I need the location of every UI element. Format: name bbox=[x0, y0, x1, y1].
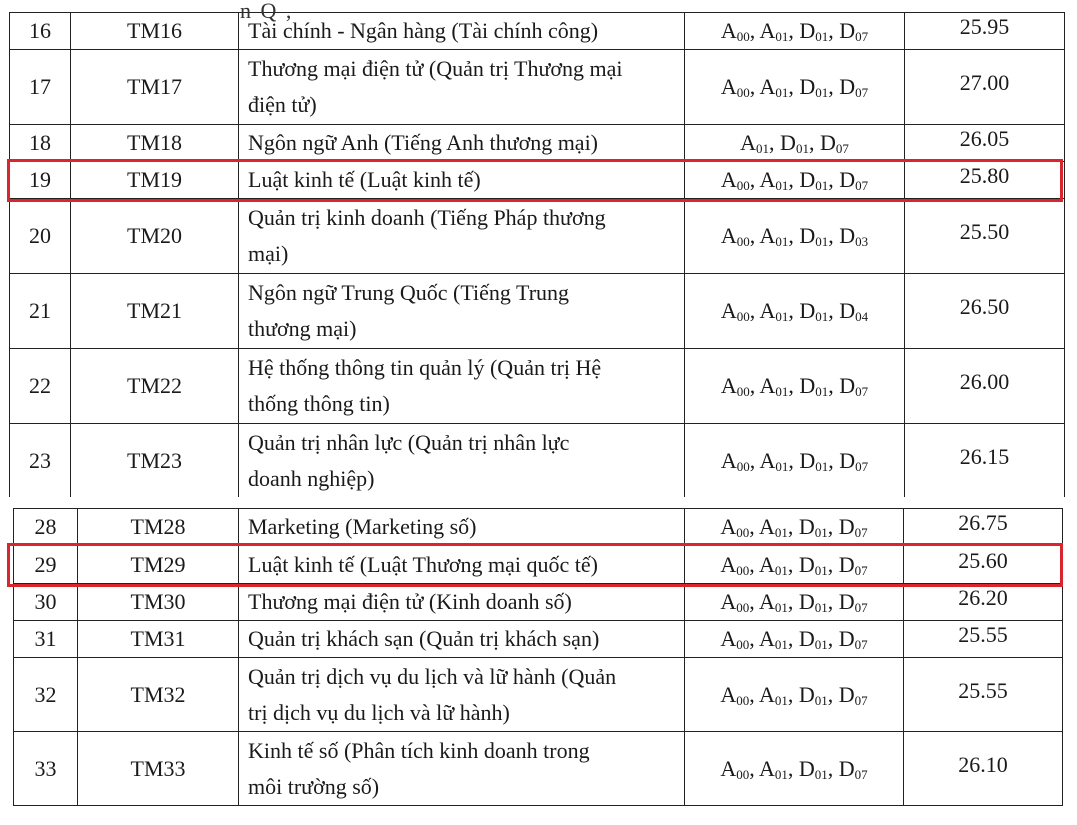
subject-combination: $D_{07}$ bbox=[838, 626, 868, 652]
major-name-cell bbox=[239, 274, 685, 349]
major-name-cell bbox=[239, 13, 685, 50]
major-name-line: thống thông tin) bbox=[248, 391, 390, 416]
subject-combination-cell: $A_{00}$, $A_{01}$, $D_{01}$, $D_{07}$ bbox=[685, 658, 904, 732]
major-name-line: Luật kinh tế (Luật Thương mại quốc tế) bbox=[248, 551, 599, 577]
cutoff-score-cell bbox=[904, 546, 1063, 584]
subject-combination: $D_{01}$ bbox=[798, 755, 828, 782]
major-name-line: điện tử) bbox=[248, 92, 317, 117]
cutoff-score: 25.50 bbox=[959, 219, 1010, 244]
cutoff-score-cell bbox=[904, 584, 1063, 621]
subject-combination: $A_{01}$ bbox=[759, 626, 788, 652]
major-code-cell: TM31 bbox=[78, 621, 239, 658]
cutoff-score-cell bbox=[904, 621, 1063, 658]
subject-combination: $D_{07}$ bbox=[839, 447, 869, 474]
subject-combination: $A_{01}$ bbox=[759, 167, 789, 193]
major-name-cell bbox=[239, 50, 685, 125]
subject-combination-cell: $A_{00}$, $A_{01}$, $D_{01}$, $D_{04}$ bbox=[685, 274, 905, 349]
major-name-line: thương mại) bbox=[248, 316, 357, 341]
major-name-line: trị dịch vụ du lịch và lữ hành) bbox=[248, 699, 510, 725]
subject-combination-cell: $A_{00}$, $A_{01}$, $D_{01}$, $D_{07}$ bbox=[685, 546, 904, 584]
subject-combination-cell: $A_{00}$, $A_{01}$, $D_{01}$, $D_{07}$ bbox=[685, 621, 904, 658]
major-name-cell bbox=[239, 349, 685, 424]
subject-combination: $D_{01}$ bbox=[798, 681, 828, 708]
table-row bbox=[10, 125, 1065, 162]
cutoff-score: 26.15 bbox=[959, 443, 1010, 469]
cutoff-score-cell bbox=[905, 162, 1065, 199]
subject-combination: $A_{00}$ bbox=[720, 167, 750, 193]
row-number-cell: 31 bbox=[14, 621, 78, 658]
major-code-cell: TM29 bbox=[78, 546, 239, 584]
cutoff-score-cell bbox=[904, 658, 1063, 732]
subject-combination: $A_{01}$ bbox=[759, 514, 788, 540]
row-number-cell: 19 bbox=[10, 162, 71, 199]
major-name-line: Quản trị kinh doanh (Tiếng Pháp thương bbox=[248, 205, 606, 230]
subject-combination: $D_{07}$ bbox=[838, 589, 868, 615]
subject-combination-cell: $A_{00}$, $A_{01}$, $D_{01}$, $D_{07}$ bbox=[685, 732, 904, 806]
major-code-cell: TM32 bbox=[78, 658, 239, 732]
cutoff-score: 26.05 bbox=[959, 126, 1010, 151]
major-name-cell bbox=[239, 162, 685, 199]
subject-combination-cell: $A_{00}$, $A_{01}$, $D_{01}$, $D_{07}$ bbox=[685, 50, 905, 125]
subject-combination: $A_{01}$ bbox=[759, 551, 788, 578]
subject-combination: $D_{07}$ bbox=[839, 373, 869, 399]
table-row bbox=[10, 13, 1065, 50]
cutoff-score: 25.80 bbox=[959, 163, 1010, 188]
cutoff-score: 25.60 bbox=[958, 547, 1008, 573]
major-name-line: Hệ thống thông tin quản lý (Quản trị Hệ bbox=[248, 355, 602, 380]
row-number-cell: 29 bbox=[14, 546, 78, 584]
subject-combination: $A_{00}$ bbox=[720, 74, 750, 100]
subject-combination-cell: $A_{00}$, $A_{01}$, $D_{01}$, $D_{07}$ bbox=[685, 13, 905, 50]
row-number-cell: 16 bbox=[10, 13, 71, 50]
cutoff-score-cell bbox=[904, 732, 1063, 806]
major-code-cell: TM33 bbox=[78, 732, 239, 806]
table-row bbox=[10, 349, 1065, 424]
major-name-cell bbox=[239, 125, 685, 162]
subject-combination: $D_{07}$ bbox=[839, 74, 869, 100]
major-name-line: Tài chính - Ngân hàng (Tài chính công) bbox=[248, 18, 599, 43]
row-number-cell: 30 bbox=[14, 584, 78, 621]
cutoff-score: 26.75 bbox=[958, 510, 1008, 535]
cutoff-score-cell bbox=[905, 199, 1065, 274]
subject-combination: $D_{01}$ bbox=[798, 551, 828, 578]
major-code-cell: TM22 bbox=[71, 349, 239, 424]
cutoff-score-cell bbox=[905, 274, 1065, 349]
major-name-cell bbox=[239, 621, 685, 658]
subject-combination: $D_{01}$ bbox=[799, 18, 829, 44]
page-cut-gap bbox=[0, 497, 1077, 507]
major-name-line: môi trường số) bbox=[248, 773, 380, 799]
major-code-cell: TM30 bbox=[78, 584, 239, 621]
subject-combination: $A_{01}$ bbox=[759, 223, 789, 249]
table-row bbox=[14, 658, 1063, 732]
row-number-cell: 17 bbox=[10, 50, 71, 125]
major-name-cell bbox=[239, 546, 685, 584]
major-code-cell: TM20 bbox=[71, 199, 239, 274]
table-row bbox=[14, 546, 1063, 584]
table-row bbox=[10, 199, 1065, 274]
subject-combination: $D_{01}$ bbox=[799, 74, 829, 100]
major-code-cell: TM18 bbox=[71, 125, 239, 162]
cutoff-score: 26.10 bbox=[958, 751, 1008, 777]
subject-combination: $A_{01}$ bbox=[759, 681, 788, 708]
cutoff-score-cell bbox=[905, 349, 1065, 424]
major-name-cell bbox=[239, 584, 685, 621]
subject-combination: $D_{07}$ bbox=[838, 681, 868, 708]
major-name-line: Quản trị nhân lực (Quản trị nhân lực bbox=[248, 429, 570, 455]
subject-combination: $D_{01}$ bbox=[799, 167, 829, 193]
major-name-line: Thương mại điện tử (Kinh doanh số) bbox=[248, 589, 572, 614]
subject-combination: $A_{01}$ bbox=[759, 755, 788, 782]
subject-combination: $A_{00}$ bbox=[720, 373, 750, 399]
subject-combination: $A_{01}$ bbox=[740, 130, 770, 156]
subject-combination-cell: $A_{00}$, $A_{01}$, $D_{01}$, $D_{03}$ bbox=[685, 199, 905, 274]
table-row bbox=[10, 162, 1065, 199]
subject-combination: $A_{01}$ bbox=[759, 18, 789, 44]
cutoff-score-cell bbox=[904, 509, 1063, 546]
major-code-cell: TM16 bbox=[71, 13, 239, 50]
major-name-cell bbox=[239, 658, 685, 732]
subject-combination: $D_{07}$ bbox=[839, 18, 869, 44]
subject-combination: $D_{01}$ bbox=[798, 626, 828, 652]
subject-combination: $D_{01}$ bbox=[799, 298, 829, 324]
row-number-cell: 20 bbox=[10, 199, 71, 274]
subject-combination: $A_{00}$ bbox=[720, 626, 750, 652]
subject-combination: $D_{01}$ bbox=[799, 223, 829, 249]
subject-combination: $A_{00}$ bbox=[720, 514, 750, 540]
row-number-cell: 28 bbox=[14, 509, 78, 546]
subject-combination: $A_{01}$ bbox=[759, 74, 789, 100]
subject-combination: $A_{01}$ bbox=[759, 298, 789, 324]
cutoff-score: 25.55 bbox=[958, 677, 1008, 703]
subject-combination: $D_{07}$ bbox=[838, 755, 868, 782]
table-row bbox=[10, 424, 1065, 498]
subject-combination-cell: $A_{00}$, $A_{01}$, $D_{01}$, $D_{07}$ bbox=[685, 584, 904, 621]
cutoff-score-cell bbox=[905, 125, 1065, 162]
subject-combination: $D_{07}$ bbox=[839, 167, 869, 193]
subject-combination-cell: $A_{00}$, $A_{01}$, $D_{01}$, $D_{07}$ bbox=[685, 162, 905, 199]
major-name-line: Luật kinh tế (Luật kinh tế) bbox=[248, 167, 481, 192]
row-number-cell: 21 bbox=[10, 274, 71, 349]
table-row bbox=[14, 621, 1063, 658]
subject-combination: $A_{00}$ bbox=[720, 447, 750, 474]
major-name-cell bbox=[239, 199, 685, 274]
major-code-cell: TM28 bbox=[78, 509, 239, 546]
subject-combination: $D_{01}$ bbox=[799, 447, 829, 474]
cutoff-score-cell bbox=[905, 13, 1065, 50]
subject-combination-cell: $A_{01}$, $D_{01}$, $D_{07}$ bbox=[685, 125, 905, 162]
major-name-line: mại) bbox=[248, 241, 289, 266]
row-number-cell: 22 bbox=[10, 349, 71, 424]
major-name-line: Marketing (Marketing số) bbox=[248, 514, 477, 539]
cutoff-score: 25.95 bbox=[959, 14, 1010, 39]
cutoff-score: 27.00 bbox=[959, 70, 1010, 95]
major-code-cell: TM17 bbox=[71, 50, 239, 125]
major-name-line: Ngôn ngữ Anh (Tiếng Anh thương mại) bbox=[248, 130, 599, 155]
cutoff-score: 26.20 bbox=[958, 585, 1008, 610]
table-row bbox=[10, 50, 1065, 125]
major-name-line: Thương mại điện tử (Quản trị Thương mại bbox=[248, 56, 623, 81]
subject-combination: $A_{00}$ bbox=[720, 551, 750, 578]
row-number-cell: 33 bbox=[14, 732, 78, 806]
cutoff-score: 26.50 bbox=[959, 294, 1010, 319]
admission-table-top bbox=[9, 12, 1065, 498]
cutoff-score-cell bbox=[905, 50, 1065, 125]
major-code-cell: TM19 bbox=[71, 162, 239, 199]
row-number-cell: 18 bbox=[10, 125, 71, 162]
subject-combination: $D_{03}$ bbox=[839, 223, 869, 249]
major-name-line: Quản trị khách sạn (Quản trị khách sạn) bbox=[248, 626, 600, 651]
subject-combination: $A_{01}$ bbox=[759, 589, 788, 615]
cut-off-text-fragment: n Q , bbox=[240, 0, 294, 23]
cutoff-score: 26.00 bbox=[959, 369, 1010, 394]
subject-combination: $D_{01}$ bbox=[798, 514, 828, 540]
subject-combination: $A_{01}$ bbox=[759, 447, 789, 474]
subject-combination: $D_{07}$ bbox=[838, 551, 868, 578]
table-row bbox=[14, 509, 1063, 546]
subject-combination-cell: $A_{00}$, $A_{01}$, $D_{01}$, $D_{07}$ bbox=[685, 349, 905, 424]
subject-combination: $A_{00}$ bbox=[720, 589, 750, 615]
major-name-cell bbox=[239, 509, 685, 546]
subject-combination: $D_{01}$ bbox=[798, 589, 828, 615]
subject-combination: $A_{00}$ bbox=[720, 755, 750, 782]
cutoff-score-cell bbox=[905, 424, 1065, 498]
subject-combination: $A_{01}$ bbox=[759, 373, 789, 399]
subject-combination: $D_{01}$ bbox=[780, 130, 809, 156]
admission-table-bottom bbox=[13, 508, 1063, 806]
subject-combination-cell: $A_{00}$, $A_{01}$, $D_{01}$, $D_{07}$ bbox=[685, 509, 904, 546]
major-code-cell: TM23 bbox=[71, 424, 239, 498]
table-row bbox=[10, 274, 1065, 349]
subject-combination: $D_{04}$ bbox=[839, 298, 869, 324]
major-name-line: doanh nghiệp) bbox=[248, 465, 375, 491]
row-number-cell: 32 bbox=[14, 658, 78, 732]
major-name-line: Ngôn ngữ Trung Quốc (Tiếng Trung bbox=[248, 280, 570, 305]
subject-combination-cell: $A_{00}$, $A_{01}$, $D_{01}$, $D_{07}$ bbox=[685, 424, 905, 498]
major-name-cell bbox=[239, 732, 685, 806]
subject-combination: $A_{00}$ bbox=[720, 681, 750, 708]
row-number-cell: 23 bbox=[10, 424, 71, 498]
subject-combination: $D_{07}$ bbox=[819, 130, 849, 156]
major-name-line: Quản trị dịch vụ du lịch và lữ hành (Quản bbox=[248, 663, 617, 689]
major-name-cell bbox=[239, 424, 685, 498]
subject-combination: $D_{01}$ bbox=[799, 373, 829, 399]
subject-combination: $A_{00}$ bbox=[720, 298, 750, 324]
table-row bbox=[14, 732, 1063, 806]
major-name-line: Kinh tế số (Phân tích kinh doanh trong bbox=[248, 737, 590, 763]
subject-combination: $A_{00}$ bbox=[720, 223, 750, 249]
subject-combination: $A_{00}$ bbox=[720, 18, 750, 44]
table-row bbox=[14, 584, 1063, 621]
subject-combination: $D_{07}$ bbox=[838, 514, 868, 540]
major-code-cell: TM21 bbox=[71, 274, 239, 349]
cutoff-score: 25.55 bbox=[958, 622, 1008, 647]
